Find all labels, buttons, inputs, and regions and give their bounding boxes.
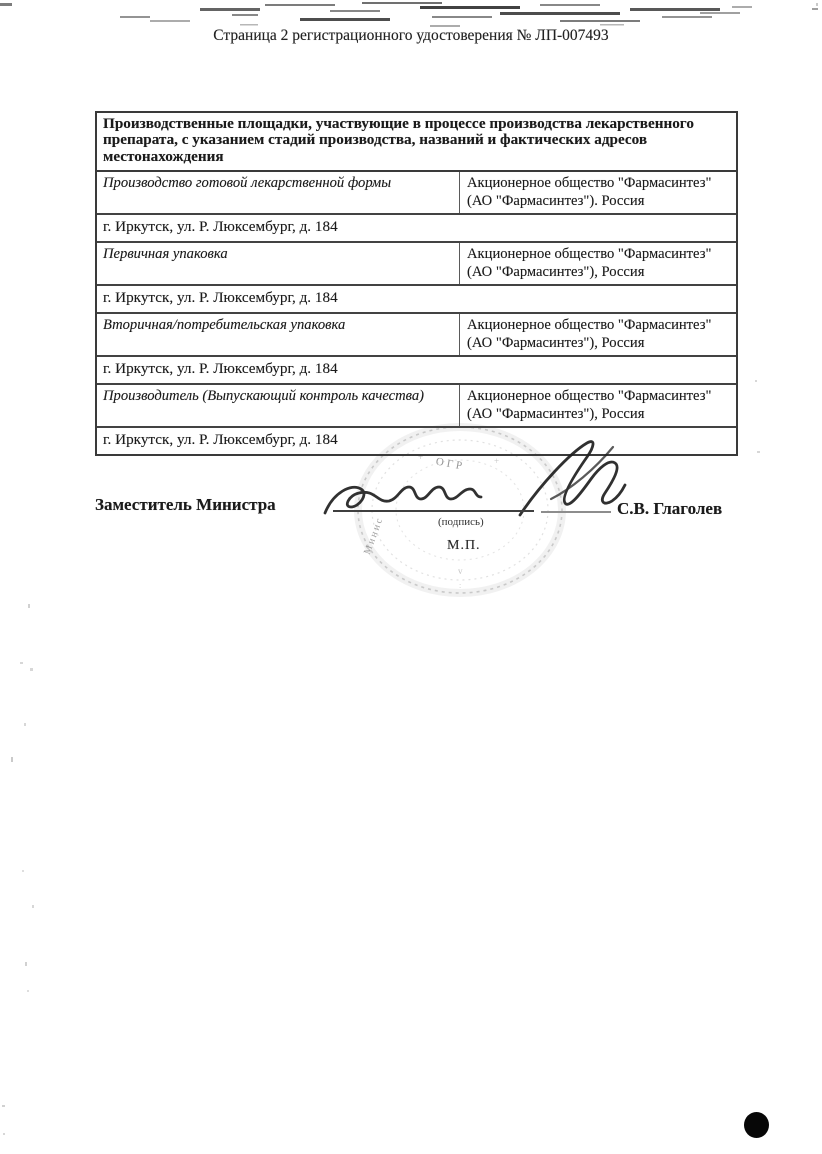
svg-text::: : xyxy=(459,581,462,590)
scan-speck xyxy=(20,662,23,664)
production-stage-cell: Производство готовой лекарственной формы xyxy=(97,172,460,213)
table-row xyxy=(97,314,736,357)
scan-speck xyxy=(757,451,760,453)
manufacturer-cell: Акционерное общество "Фармасинтез" (АО "Фармасинтез"), Россия xyxy=(467,246,712,280)
svg-text:+: + xyxy=(494,456,500,466)
scan-speck xyxy=(11,757,13,762)
production-stage-cell: Вторичная/потребительская упаковка xyxy=(97,314,460,355)
signature-line xyxy=(541,511,611,513)
scan-speck xyxy=(28,604,30,608)
signer-name: С.В. Глаголев xyxy=(617,499,723,518)
address-cell: г. Иркутск, ул. Р. Люксембург, д. 184 xyxy=(97,286,736,314)
signature-caption: (подпись) xyxy=(438,516,484,528)
manufacturer-cell: Акционерное общество "Фармасинтез" (АО "Фармасинтез"). Россия xyxy=(467,175,712,209)
manufacturer-cell: Акционерное общество "Фармасинтез" (АО "Фармасинтез"), Россия xyxy=(467,388,712,422)
scan-speck xyxy=(27,990,29,992)
stamp-text-fragment: ОГР xyxy=(434,455,466,473)
manufacturer-cell: Акционерное общество "Фармасинтез" (АО "Фармасинтез"), Россия xyxy=(467,317,712,351)
scan-speck xyxy=(816,3,818,6)
signature-line xyxy=(333,510,534,512)
scan-speck xyxy=(25,962,27,966)
production-sites-table xyxy=(95,111,738,456)
production-stage-cell: Первичная упаковка xyxy=(97,243,460,284)
scan-speck xyxy=(32,905,34,908)
seal-abbreviation: М.П. xyxy=(447,538,481,553)
svg-text:v: v xyxy=(458,566,463,576)
scan-speck xyxy=(755,380,757,382)
scan-speck xyxy=(3,1133,5,1135)
page-header: Страница 2 регистрационного удостоверения № ЛП-007493 xyxy=(213,27,609,44)
handwritten-signature xyxy=(315,425,645,530)
address-cell: г. Иркутск, ул. Р. Люксембург, д. 184 xyxy=(97,215,736,243)
table-header: Производственные площадки, участвующие в процессе производства лекарственного препарата, с указанием стадий производства, названий и фактических адресов местонахождения xyxy=(97,113,736,172)
table-row xyxy=(97,385,736,428)
address-cell: г. Иркутск, ул. Р. Люксембург, д. 184 xyxy=(97,357,736,385)
table-row xyxy=(97,172,736,215)
signer-title: Заместитель Министра xyxy=(95,495,276,514)
stamp-text-fragment: Минис xyxy=(361,515,386,556)
scan-speck xyxy=(2,1105,5,1107)
scan-speck xyxy=(22,870,24,872)
address-cell: г. Иркутск, ул. Р. Люксембург, д. 184 xyxy=(103,431,338,448)
scan-noise xyxy=(0,0,822,30)
table-row xyxy=(97,243,736,286)
production-stage-cell: Производитель (Выпускающий контроль качества) xyxy=(97,385,460,426)
scan-speck xyxy=(24,723,26,726)
svg-text:+: + xyxy=(418,452,424,462)
scan-speck xyxy=(30,668,33,671)
punch-hole-dot xyxy=(744,1112,769,1138)
